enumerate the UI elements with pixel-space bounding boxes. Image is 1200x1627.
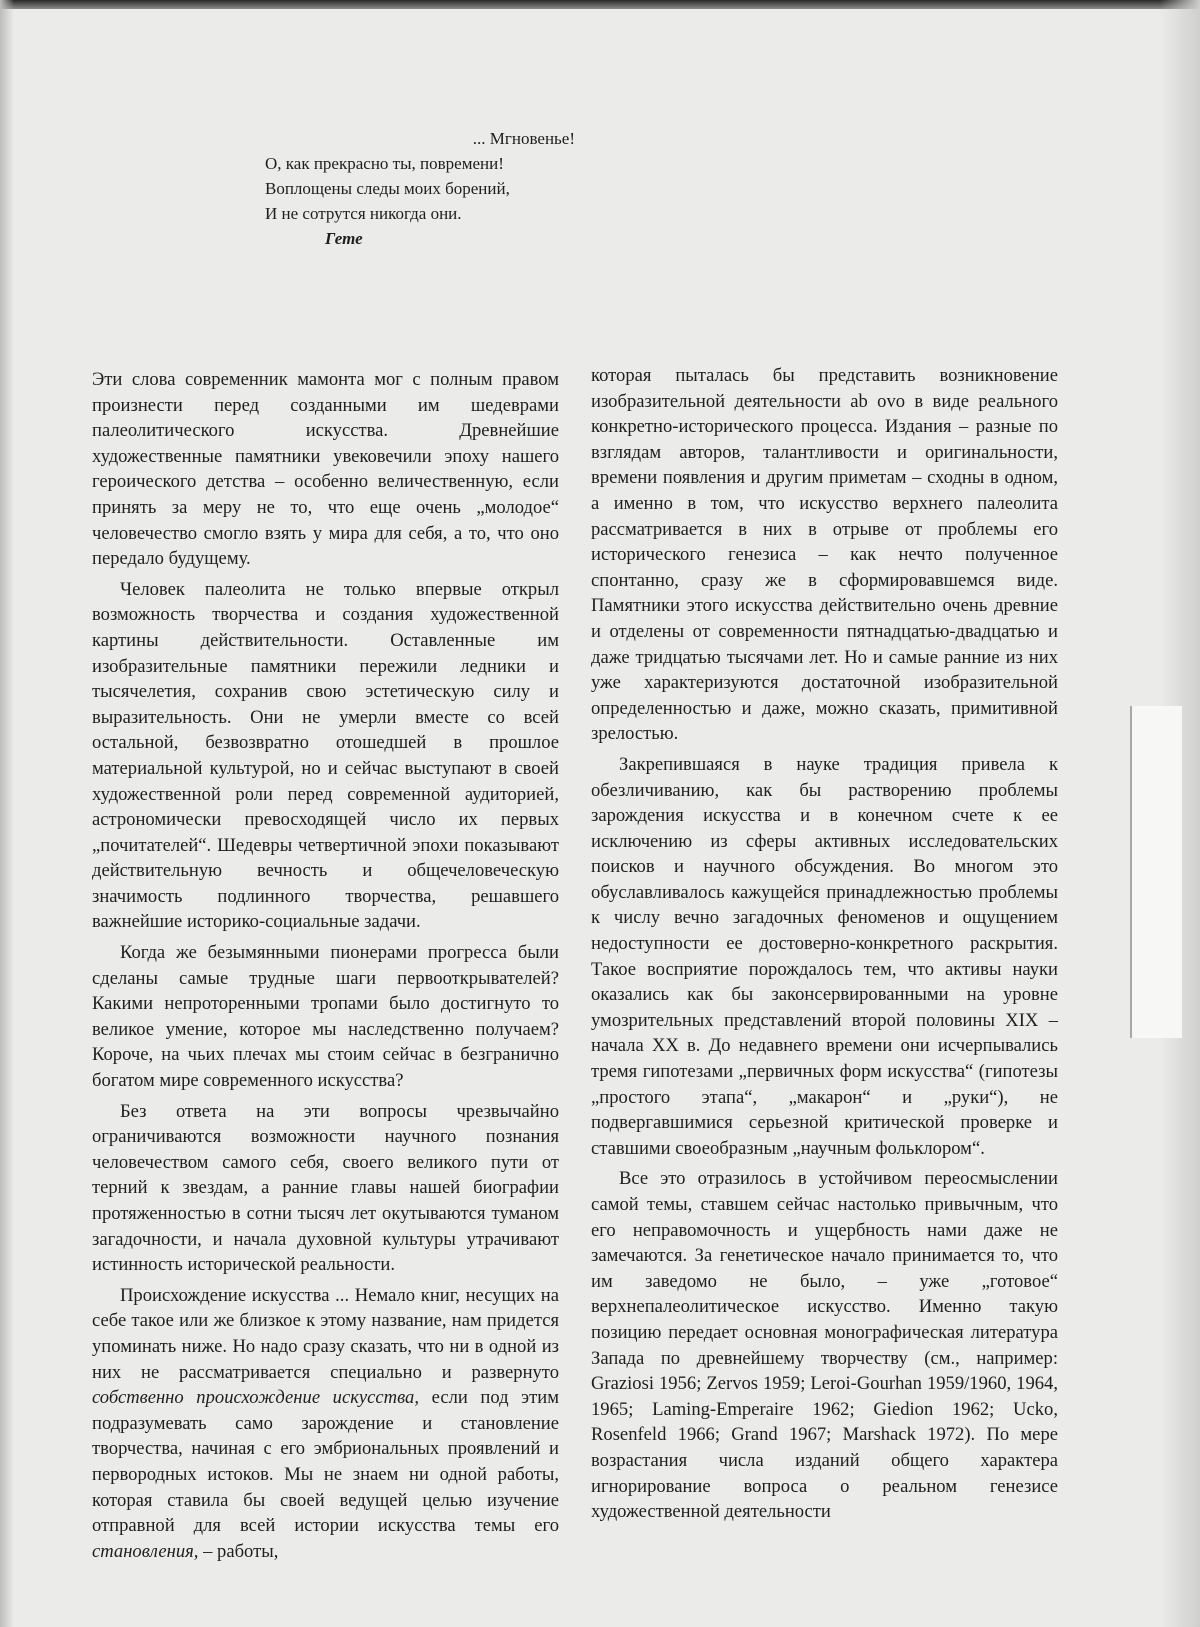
paragraph: которая пыталась бы представить возникновение изобразительной деятельности ab ovo в виде реального конкретно-исторического процесса. Издания – разные по взглядам авторов, талантливости и оригинальности, времени появления и другим приметам – сходны в одном, а именно в том, что искусство верхнего палеолита рассматривается в них в отрыве от проблемы его исторического генезиса – как нечто полученное спонтанно, сразу же в сформировавшемся виде. Памятники этого искусства действительно очень древние и отделены от современности пятнадцатью-двадцатью и даже тридцатью тысячами лет. Но и самые ранние из них уже характеризуются достаточной изобразительной определенностью и даже, можно сказать, примитивной зрелостью. bbox=[591, 365, 1058, 745]
epigraph-line-1: ... Мгновенье! bbox=[472, 129, 575, 148]
text-run: если под этим подразумевать само зарождение и становление творчества, начиная с его эмбриональных проявлений и первородных истоков. Мы не знаем ни одной работы, которая ставила бы своей ведущей целью изучение отправной для всей истории искусства темы его bbox=[92, 1387, 559, 1537]
text-run: Происхождение искусства ... Немало книг, несущих на себе такое или же близкое к этому название, нам придется упоминать ниже. Но надо сразу сказать, что ни в одной из них не рассматривается специально и развернуто bbox=[92, 1284, 559, 1383]
paragraph bbox=[92, 1283, 559, 1565]
epigraph-line-3: Воплощены следы моих борений, bbox=[265, 179, 510, 198]
italic-term: становления, bbox=[92, 1540, 199, 1562]
binding-shadow bbox=[0, 0, 14, 1627]
right-text-column bbox=[591, 363, 1058, 1530]
paragraph: Когда же безымянными пионерами прогресса были сделаны самые трудные шаги первооткрывателей? Какими непроторенными тропами было достигнуто то великое умение, которое мы наследственно получаем? Короче, на чьих плечах мы стоим сейчас в безгранично богатом мире современного искусства? bbox=[92, 942, 559, 1092]
italic-term: собственно происхождение искусства, bbox=[92, 1387, 419, 1409]
page-top-edge bbox=[0, 0, 1200, 9]
paragraph: Эти слова современник мамонта мог с полным правом произнести перед созданными им шедеврами палеолитического искусства. Древнейшие художественные памятники увековечили эпоху нашего героического детства – особенно величественную, если принять за меру не то, что еще очень „молодое“ человечество смогло взять у мира для себя, а то, что оно передало будущему. bbox=[92, 369, 559, 570]
paragraph: Закрепившаяся в науке традиция привела к обезличиванию, как бы растворению проблемы зарождения искусства и в конечном счете к ее исключению из сферы активных исследовательских поисков и научного обсуждения. Во многом это обуславливалось кажущейся принадлежностью проблемы к числу вечно загадочных феноменов и ощущением недоступности ее достоверно-конкретного раскрытия. Такое восприятие порождалось тем, что активы науки оказались как бы законсервированными на уровне умозрительных представлений второй половины XIX – начала XX в. До недавнего времени они исчерпывались тремя гипотезами „первичных форм искусства“ (гипотезы „простого этапа“, „макарон“ и „руки“), не подвергавшимися серьезной критической проверке и ставшими своеобразным „научным фольклором“. bbox=[591, 753, 1058, 1159]
epigraph-author: Гете bbox=[325, 229, 363, 248]
text-run: – работы, bbox=[198, 1540, 279, 1562]
paragraph: Все это отразилось в устойчивом переосмыслении самой темы, ставшем сейчас настолько привычным, что его неправомочность и ущербность нами даже не замечаются. За генетическое начало принимается то, что им заведомо не было, – уже „готовое“ верхнепалеолитическое искусство. Именно такую позицию передает основная монографическая литература Запада по древнейшему творчеству (см., например: Graziosi 1956; Zervos 1959; Leroi-Gourhan 1959/1960, 1964, 1965; Laming-Emperaire 1962; Giedion 1962; Ucko, Rosenfeld 1966; Grand 1967; Marshack 1972). По мере возрастания числа изданий общего характера игнорирование вопроса о реальном генезисе художественной деятельности bbox=[591, 1168, 1058, 1523]
epigraph-line-4: И не сотрутся никогда они. bbox=[265, 204, 462, 223]
epigraph bbox=[265, 126, 575, 251]
left-text-column bbox=[92, 367, 559, 1569]
page-tab-marker bbox=[1130, 706, 1182, 1038]
epigraph-line-2: О, как прекрасно ты, повремени! bbox=[265, 154, 504, 173]
paragraph: Без ответа на эти вопросы чрезвычайно ограничиваются возможности научного познания человечеством самого себя, своего великого пути от терний к звездам, а ранние главы нашей биографии протяженностью в сотни тысяч лет окутываются туманом загадочности, и начала духовной культуры утрачивают истинность исторической реальности. bbox=[92, 1100, 559, 1276]
paragraph: Человек палеолита не только впервые открыл возможность творчества и создания художественной картины действительности. Оставленные им изобразительные памятники пережили ледники и тысячелетия, сохранив свою эстетическую силу и выразительность. Они не умерли вместе со всей остальной, безвозвратно отошедшей в прошлое материальной культурой, но и сейчас выступают в своей художественной роли перед современной аудиторией, астрономически превосходящей число их первых „почитателей“. Шедевры четвертичной эпохи показывают действительную вечность и общечеловеческую значимость подлинного творчества, решавшего важнейшие историко-социальные задачи. bbox=[92, 578, 559, 933]
